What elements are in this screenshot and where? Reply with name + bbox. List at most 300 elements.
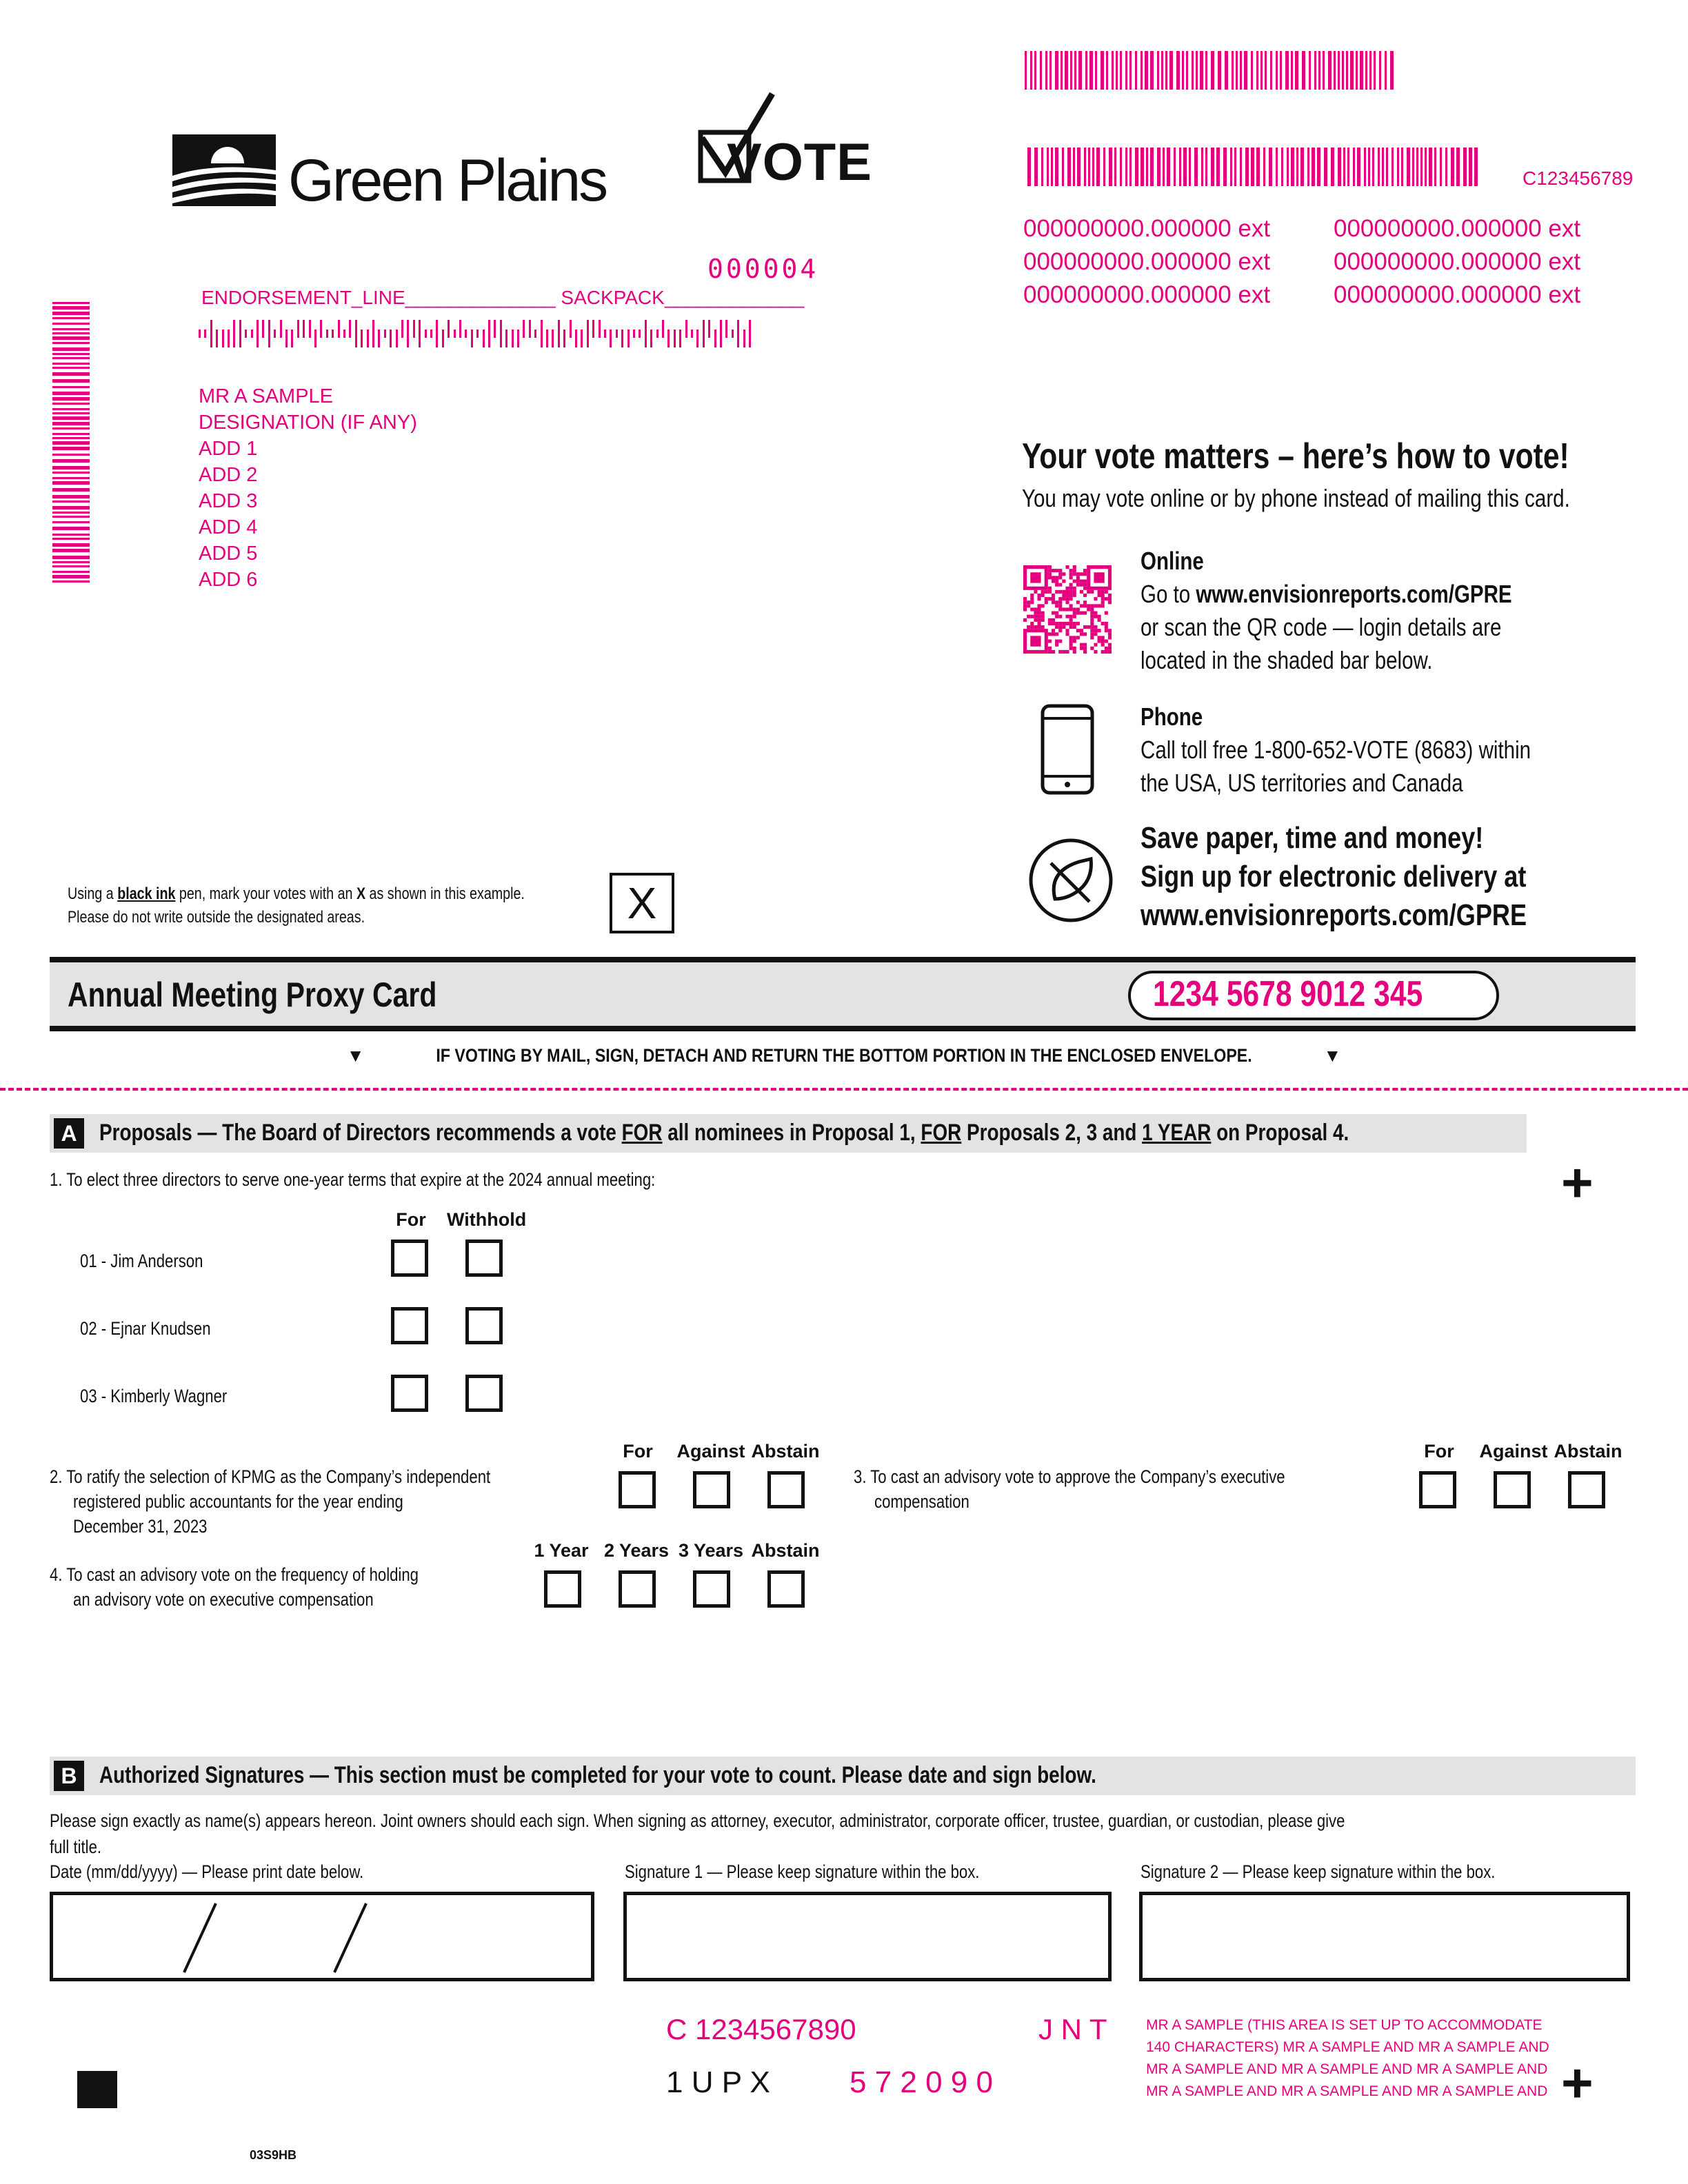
barcode-bar [1276, 51, 1278, 90]
barcode-bar [1295, 51, 1298, 90]
postal-bar [210, 320, 212, 347]
side-bar [52, 543, 90, 547]
barcode-bar [1317, 148, 1320, 186]
postal-bar [621, 330, 623, 347]
barcode-bar [1034, 51, 1036, 90]
barcode-bar [1369, 51, 1372, 90]
phone-icon [1040, 703, 1095, 796]
postal-bar [199, 330, 201, 338]
barcode-bar [1440, 148, 1442, 186]
barcode-bar [1382, 148, 1384, 186]
barcode-bar [1263, 148, 1265, 186]
barcode-bar [1357, 148, 1360, 186]
postal-bar [436, 320, 438, 347]
postal-bar [378, 330, 380, 347]
postal-bar [465, 330, 467, 338]
barcode-bar [1150, 51, 1154, 90]
postal-bar [575, 330, 577, 347]
barcode-bar [1041, 148, 1043, 186]
p4-abstain-checkbox[interactable] [767, 1570, 805, 1608]
side-bar [52, 397, 90, 401]
barcode-bar [1401, 148, 1403, 186]
barcode-bar [1407, 148, 1410, 186]
barcode-bar [1296, 148, 1298, 186]
barcode-bar [1103, 148, 1105, 186]
barcode-bar [1129, 51, 1132, 90]
nominee-1: 01 - Jim Anderson [80, 1251, 203, 1271]
postal-bar [529, 320, 531, 338]
nominee-2-for-checkbox[interactable] [391, 1307, 428, 1344]
postal-bar [691, 330, 693, 338]
side-bar [52, 422, 90, 425]
postal-bar [696, 330, 699, 347]
barcode-bar [1200, 51, 1203, 90]
barcode-bar [1434, 148, 1436, 186]
postal-bar [552, 330, 554, 347]
barcode-bar [1368, 148, 1370, 186]
side-bar [52, 416, 90, 420]
signature-instructions: Please sign exactly as name(s) appears hereon. Joint owners should each sign. When signing as attorney, executor, administrator, corporate officer, trustee, guardian, or custodian, please give full title. [50, 1810, 1345, 1857]
barcode-bar [1343, 148, 1345, 186]
barcode-bar [1135, 51, 1137, 90]
side-bar [52, 561, 90, 563]
p4-header-3-years: 3 Years [678, 1540, 744, 1561]
footer-jnt: J N T [1038, 2013, 1107, 2045]
detach-instructions: ▼ IF VOTING BY MAIL, SIGN, DETACH AND RETURN THE BOTTOM PORTION IN THE ENCLOSED ENVELOPE. ▼ [346, 1045, 1342, 1066]
howto-title: Your vote matters – here’s how to vote! [1022, 436, 1569, 476]
barcode-bar [1309, 51, 1311, 90]
barcode-bar [1390, 51, 1394, 90]
barcode-bar [1338, 51, 1340, 90]
barcode-bar [1182, 51, 1184, 90]
side-bar [52, 412, 90, 414]
side-bar [52, 466, 90, 469]
barcode-bar [1194, 148, 1198, 186]
nominee-2-withhold-checkbox[interactable] [465, 1307, 503, 1344]
postal-bar [262, 320, 264, 338]
example-x-mark: X [627, 878, 657, 928]
p4-2-years-checkbox[interactable] [619, 1570, 656, 1608]
barcode-bar [1120, 148, 1122, 186]
nominee-1-for-checkbox[interactable] [391, 1240, 428, 1277]
date-separator-slashes [53, 1895, 591, 1978]
company-name: Green Plains [288, 148, 607, 214]
eco-url[interactable]: www.envisionreports.com/GPRE [1141, 898, 1527, 932]
barcode-bar [1463, 148, 1467, 186]
green-plains-emblem [172, 134, 276, 206]
postal-bar [349, 320, 351, 338]
postal-bar [309, 320, 311, 338]
barcode-bar [1386, 148, 1388, 186]
barcode-bar [1318, 51, 1320, 90]
postal-bar [616, 330, 618, 338]
proxy-title: Annual Meeting Proxy Card [68, 975, 437, 1014]
postal-bar [749, 320, 751, 347]
barcode-bar [1186, 51, 1188, 90]
section-b-title: Authorized Signatures — This section must be completed for your vote to count. Please date and sign below. [99, 1762, 1096, 1788]
side-bar [52, 454, 90, 456]
form-code: 03S9HB [250, 2148, 297, 2162]
side-bar [52, 556, 90, 559]
side-bar [52, 477, 90, 479]
nominee-1-withhold-checkbox[interactable] [465, 1240, 503, 1277]
howto-subtitle: You may vote online or by phone instead of mailing this card. [1022, 484, 1570, 512]
postal-bar [639, 330, 641, 338]
barcode-bar [1234, 148, 1236, 186]
barcode-bar [1211, 51, 1214, 90]
side-bar [52, 433, 90, 435]
barcode-bar [1089, 51, 1093, 90]
side-bar [52, 392, 90, 395]
side-bar [52, 575, 90, 578]
barcode-bar [1141, 51, 1143, 90]
barcode-bar [1456, 148, 1460, 186]
top-barcode-2 [1027, 148, 1480, 186]
side-bar [52, 317, 90, 319]
postal-bar [592, 320, 594, 338]
side-bar [52, 403, 90, 405]
signature-2-box[interactable] [1139, 1892, 1630, 1981]
barcode-bar [1176, 51, 1180, 90]
side-bar [52, 357, 90, 359]
registration-plus-icon: + [1561, 2052, 1594, 2114]
barcode-bar [1135, 148, 1138, 186]
barcode-bar [1276, 148, 1278, 186]
barcode-bar [1364, 148, 1366, 186]
p2-header-against: Against [676, 1441, 745, 1462]
p4-3-years-checkbox[interactable] [693, 1570, 730, 1608]
barcode-bar [1192, 51, 1194, 90]
barcode-bar [1077, 148, 1081, 186]
postal-bar [488, 320, 490, 347]
barcode-bar [1350, 51, 1354, 90]
tear-line [0, 1088, 1688, 1091]
side-bar [52, 495, 90, 498]
side-bar [52, 571, 90, 573]
side-bar [52, 427, 90, 429]
postal-bar [338, 320, 340, 338]
postal-bar [500, 320, 502, 347]
postal-bar [239, 320, 241, 347]
barcode-bar [1281, 148, 1283, 186]
barcode-bar [1085, 51, 1087, 90]
postal-bar [610, 330, 612, 347]
barcode-bar [1236, 51, 1238, 90]
footer-barcode [153, 2017, 636, 2110]
barcode-bar [1114, 148, 1116, 186]
side-bar [52, 363, 90, 365]
signature-1-box[interactable] [623, 1892, 1112, 1981]
barcode-bar [1291, 51, 1293, 90]
barcode-bar [1025, 51, 1027, 90]
barcode-bar [1055, 148, 1058, 186]
barcode-bar [1265, 51, 1267, 90]
barcode-bar [1232, 51, 1234, 90]
barcode-bar [1055, 51, 1058, 90]
barcode-bar [1474, 148, 1478, 186]
p2-abstain-checkbox[interactable] [767, 1471, 805, 1508]
side-bar [52, 521, 90, 523]
p3-for-checkbox[interactable] [1419, 1471, 1456, 1508]
postal-bar [407, 320, 409, 347]
barcode-bar [1425, 148, 1427, 186]
vote-word: VOTE [727, 133, 872, 192]
side-bar [52, 408, 90, 410]
postal-bar [425, 330, 427, 338]
barcode-bar [1189, 148, 1191, 186]
postal-bar [737, 320, 739, 347]
postal-bar [581, 330, 583, 347]
barcode-bar [1469, 148, 1472, 186]
barcode-bar [1047, 148, 1049, 186]
barcode-bar [1125, 51, 1127, 90]
postal-bar [430, 330, 432, 338]
p3-header-abstain: Abstain [1554, 1441, 1622, 1462]
p1-header-for: For [396, 1209, 426, 1230]
section-a-title: Proposals — The Board of Directors recommends a vote FOR all nominees in Proposal 1, FOR Proposals 2, 3 and 1 YEAR on Proposal 4. [99, 1120, 1349, 1146]
date-label: Date (mm/dd/yyyy) — Please print date below. [50, 1861, 364, 1882]
p2-against-checkbox[interactable] [693, 1471, 730, 1508]
postal-bar [459, 320, 461, 338]
postal-bar [384, 330, 386, 338]
side-bar [52, 437, 90, 439]
barcode-bar [1346, 51, 1348, 90]
postal-bar [720, 320, 722, 347]
postal-bar [320, 320, 322, 338]
eco-section: Save paper, time and money! Sign up for electronic delivery at www.envisionreports.com/GPRE [1141, 819, 1611, 935]
barcode-bar [1074, 51, 1076, 90]
example-mark-box [610, 873, 674, 933]
top-barcode-1 [1025, 51, 1397, 90]
account-number: 1234 5678 9012 345 [1153, 974, 1423, 1014]
online-url[interactable]: www.envisionreports.com/GPRE [1196, 580, 1512, 608]
registration-plus-icon: + [1561, 1152, 1594, 1213]
postal-bar [627, 330, 630, 347]
barcode-bar [1109, 148, 1112, 186]
postal-bar [285, 330, 288, 347]
barcode-bar [1397, 148, 1399, 186]
leaf-icon [1027, 837, 1114, 924]
barcode-bar [1385, 51, 1387, 90]
side-bar [52, 367, 90, 369]
postal-bar [494, 320, 496, 338]
barcode-bar [1101, 51, 1104, 90]
barcode-bar [1240, 51, 1242, 90]
side-bar [52, 488, 90, 492]
side-barcode [52, 302, 90, 586]
barcode-bar [1379, 51, 1381, 90]
barcode-bar [1092, 148, 1094, 186]
postal-bar [396, 330, 398, 347]
barcode-bar [1163, 148, 1165, 186]
online-label: Online [1141, 547, 1204, 575]
postal-bar [725, 320, 727, 338]
barcode-bar [1174, 148, 1176, 186]
postal-bar [633, 330, 635, 338]
barcode-bar [1169, 51, 1173, 90]
barcode-bar [1334, 51, 1336, 90]
footer-sample-text: MR A SAMPLE (THIS AREA IS SET UP TO ACCOMMODATE 140 CHARACTERS) MR A SAMPLE AND MR A SAMPLE AND MR A SAMPLE AND MR A SAMPLE AND MR A SAMPLE AND MR A SAMPLE AND MR A SAMPLE AND MR A SAMPLE AND [1146, 2017, 1549, 2099]
side-bar [52, 459, 90, 463]
postal-bar [291, 330, 293, 347]
barcode-bar [1356, 51, 1358, 90]
barcode-bar [1245, 148, 1249, 186]
ext-column-right: 000000000.000000 ext 000000000.000000 ext 000000000.000000 ext [1334, 215, 1581, 308]
barcode-bar [1360, 51, 1363, 90]
barcode-bar [1353, 148, 1355, 186]
barcode-bar [1065, 51, 1068, 90]
barcode-bar [1347, 148, 1349, 186]
side-bar [52, 306, 90, 310]
date-input-box[interactable] [50, 1892, 594, 1981]
registration-square [77, 2071, 117, 2108]
postal-bar [454, 330, 456, 338]
proxy-bar [50, 957, 1636, 1031]
barcode-bar [1300, 148, 1304, 186]
nominee-3-for-checkbox[interactable] [391, 1375, 428, 1412]
postal-bar [280, 320, 282, 338]
postal-bar [216, 330, 218, 347]
postal-bar [448, 320, 450, 338]
barcode-bar [1328, 51, 1332, 90]
barcode-bar [1049, 51, 1052, 90]
postal-bar [599, 320, 601, 338]
barcode-bar [1040, 51, 1042, 90]
postal-bar [204, 330, 206, 338]
p3-against-checkbox[interactable] [1494, 1471, 1531, 1508]
barcode-bar [1088, 148, 1090, 186]
postal-bar [228, 330, 230, 347]
barcode-bar [1161, 51, 1163, 90]
postal-bar [604, 330, 606, 338]
barcode-bar [1378, 148, 1380, 186]
barcode-bar [1120, 51, 1122, 90]
barcode-bar [1030, 51, 1032, 90]
side-bar [52, 312, 90, 315]
postal-bar [505, 330, 508, 347]
postal-bar [361, 330, 363, 347]
endorsement-line: ENDORSEMENT_LINE______________ SACKPACK_____________ [201, 287, 805, 308]
nominee-3-withhold-checkbox[interactable] [465, 1375, 503, 1412]
postal-bar [471, 330, 473, 347]
barcode-bar [1269, 148, 1272, 186]
phone-label: Phone [1141, 702, 1203, 731]
barcode-bar [1216, 148, 1220, 186]
footer-control-code: C 1234567890 [666, 2013, 856, 2045]
postal-bar [541, 320, 543, 347]
side-bar [52, 386, 90, 388]
postal-bar [343, 330, 345, 338]
barcode-bar [1034, 148, 1038, 186]
barcode-bar [1307, 148, 1309, 186]
postal-bar [558, 320, 560, 347]
postal-bar [233, 320, 235, 347]
barcode-bar [1150, 148, 1154, 186]
ext-column-left: 000000000.000000 ext 000000000.000000 ext 000000000.000000 ext [1023, 215, 1271, 308]
triangle-down-icon: ▼ [346, 1045, 365, 1066]
section-b-label: B [54, 1761, 84, 1791]
p2-for-checkbox[interactable] [619, 1471, 656, 1508]
postal-bar [679, 330, 681, 347]
footer-upx: 1 U P X [666, 2065, 770, 2099]
p2-header-for: For [623, 1441, 653, 1462]
footer-number: 5 7 2 0 9 0 [850, 2065, 993, 2099]
vote-logo [696, 90, 872, 193]
barcode-bar [1112, 51, 1114, 90]
postal-bar [419, 320, 421, 347]
postal-bar [483, 330, 485, 347]
barcode-bar [1125, 148, 1127, 186]
barcode-bar [1146, 148, 1148, 186]
postal-bar [662, 320, 664, 338]
barcode-bar [1157, 148, 1160, 186]
postal-bar [650, 330, 652, 347]
barcode-bar [1095, 51, 1097, 90]
p3-header-for: For [1424, 1441, 1454, 1462]
side-bar [52, 342, 90, 344]
triangle-down-icon: ▼ [1323, 1045, 1342, 1066]
barcode-bar [1256, 51, 1258, 90]
barcode-bar [1061, 51, 1063, 90]
online-section: Online Go to www.envisionreports.com/GPRE or scan the QR code — login details are located in the shaded bar below. [1141, 545, 1594, 677]
side-bar [52, 336, 90, 340]
nominee-2: 02 - Ejnar Knudsen [80, 1318, 211, 1339]
barcode-bar [1027, 148, 1031, 186]
p4-1-year-checkbox[interactable] [544, 1570, 581, 1608]
postal-bar [274, 330, 276, 338]
p4-header-1-year: 1 Year [534, 1540, 589, 1561]
postal-bar [667, 330, 670, 347]
postal-bar [563, 330, 565, 347]
side-bar [52, 549, 90, 552]
barcode-bar [1280, 51, 1282, 90]
postal-bar [476, 330, 479, 338]
side-bar [52, 372, 90, 376]
postal-bar [587, 320, 589, 347]
barcode-bar [1412, 148, 1414, 186]
proposal-1-text: 1. To elect three directors to serve one-year terms that expire at the 2024 annual meeting: [50, 1169, 656, 1190]
barcode-bar [1372, 148, 1374, 186]
side-bar [52, 347, 90, 351]
side-bar [52, 580, 90, 583]
p1-header-withhold: Withhold [447, 1209, 527, 1230]
barcode-bar [1179, 148, 1181, 186]
barcode-bar [1201, 148, 1203, 186]
barcode-bar [1260, 51, 1263, 90]
barcode-bar [1338, 148, 1341, 186]
p3-abstain-checkbox[interactable] [1568, 1471, 1605, 1508]
postal-bar [332, 330, 334, 338]
postal-bar [297, 320, 299, 338]
side-bar [52, 481, 90, 485]
p3-header-against: Against [1479, 1441, 1548, 1462]
barcode-bar [1365, 51, 1367, 90]
section-a-label: A [54, 1118, 84, 1149]
postal-bar [326, 330, 328, 338]
postal-bar [714, 330, 716, 347]
barcode-bar [1223, 148, 1227, 186]
postal-bar [413, 320, 415, 338]
barcode-bar [1096, 148, 1100, 186]
barcode-bar [1251, 51, 1253, 90]
barcode-bar [1218, 51, 1221, 90]
postal-bar [303, 320, 305, 338]
side-bar [52, 512, 90, 514]
barcode-bar [1314, 51, 1316, 90]
barcode-bar [1429, 148, 1432, 186]
postal-barcode [199, 320, 750, 347]
postal-bar [534, 330, 536, 338]
